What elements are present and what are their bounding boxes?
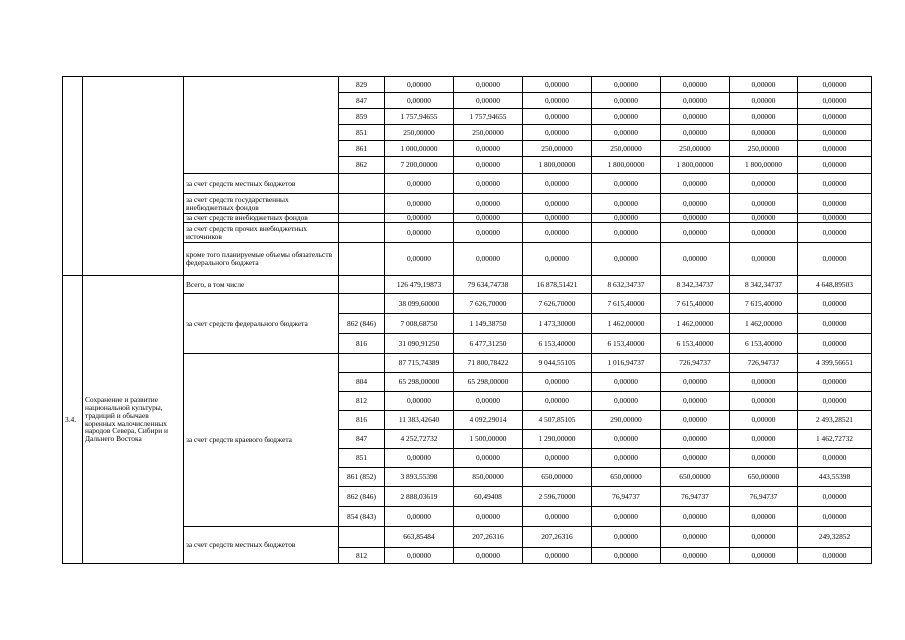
value-cell: 0,00000 xyxy=(661,449,730,468)
value-cell: 0,00000 xyxy=(661,109,730,125)
value-cell: 0,00000 xyxy=(730,93,798,109)
code-cell xyxy=(339,527,385,548)
budget-table xyxy=(62,76,872,564)
value-cell: 0,00000 xyxy=(730,411,798,430)
prev-number-cell xyxy=(63,77,83,276)
code-cell: 851 xyxy=(339,449,385,468)
value-cell: 6 153,40000 xyxy=(592,334,661,354)
source-label: Всего, в том числе xyxy=(184,276,339,294)
value-cell: 0,00000 xyxy=(730,527,798,548)
code-cell: 862 xyxy=(339,157,385,174)
value-cell: 0,00000 xyxy=(730,507,798,527)
code-cell: 812 xyxy=(339,392,385,411)
value-cell: 0,00000 xyxy=(730,430,798,449)
source-label: за счет средств местных бюджетов xyxy=(184,174,339,194)
value-cell: 0,00000 xyxy=(385,548,454,564)
code-cell: 804 xyxy=(339,373,385,392)
value-cell: 2 596,70000 xyxy=(523,487,592,507)
budget-table-body xyxy=(63,77,872,564)
value-cell: 250,00000 xyxy=(592,141,661,157)
value-cell: 71 800,78422 xyxy=(454,354,523,373)
value-cell: 7 626,70000 xyxy=(523,294,592,314)
value-cell: 2 493,28521 xyxy=(798,411,872,430)
value-cell: 0,00000 xyxy=(798,487,872,507)
value-cell: 207,26316 xyxy=(523,527,592,548)
value-cell: 1 800,00000 xyxy=(730,157,798,174)
value-cell: 0,00000 xyxy=(798,548,872,564)
value-cell: 0,00000 xyxy=(385,214,454,223)
value-cell: 1 473,30000 xyxy=(523,314,592,334)
value-cell: 0,00000 xyxy=(798,334,872,354)
value-cell: 0,00000 xyxy=(592,194,661,214)
value-cell: 9 044,55105 xyxy=(523,354,592,373)
value-cell: 0,00000 xyxy=(523,93,592,109)
table-row xyxy=(63,243,872,276)
value-cell: 76,94737 xyxy=(592,487,661,507)
value-cell: 0,00000 xyxy=(798,141,872,157)
value-cell: 0,00000 xyxy=(798,109,872,125)
value-cell: 0,00000 xyxy=(661,214,730,223)
value-cell: 0,00000 xyxy=(454,141,523,157)
table-row xyxy=(63,174,872,194)
value-cell: 250,00000 xyxy=(385,125,454,141)
value-cell: 0,00000 xyxy=(798,77,872,93)
value-cell: 60,49408 xyxy=(454,487,523,507)
value-cell: 0,00000 xyxy=(385,449,454,468)
value-cell: 1 000,00000 xyxy=(385,141,454,157)
value-cell: 0,00000 xyxy=(523,214,592,223)
value-cell: 2 888,03619 xyxy=(385,487,454,507)
value-cell: 0,00000 xyxy=(661,548,730,564)
value-cell: 0,00000 xyxy=(730,392,798,411)
code-cell: 861 (852) xyxy=(339,468,385,487)
value-cell: 0,00000 xyxy=(454,392,523,411)
value-cell: 0,00000 xyxy=(798,507,872,527)
value-cell: 0,00000 xyxy=(730,449,798,468)
value-cell: 3 893,55398 xyxy=(385,468,454,487)
value-cell: 0,00000 xyxy=(592,449,661,468)
value-cell: 6 153,40000 xyxy=(523,334,592,354)
value-cell: 0,00000 xyxy=(523,109,592,125)
value-cell: 0,00000 xyxy=(661,430,730,449)
value-cell: 0,00000 xyxy=(730,243,798,276)
code-cell xyxy=(339,276,385,294)
value-cell: 0,00000 xyxy=(592,392,661,411)
value-cell: 7 615,40000 xyxy=(592,294,661,314)
code-cell xyxy=(339,214,385,223)
value-cell: 0,00000 xyxy=(454,548,523,564)
value-cell: 1 462,00000 xyxy=(661,314,730,334)
value-cell: 650,00000 xyxy=(661,468,730,487)
value-cell: 7 615,40000 xyxy=(661,294,730,314)
value-cell: 6 477,31250 xyxy=(454,334,523,354)
code-cell: 862 (846) xyxy=(339,314,385,334)
code-cell xyxy=(339,223,385,243)
value-cell: 249,32852 xyxy=(798,527,872,548)
value-cell: 0,00000 xyxy=(523,77,592,93)
value-cell: 0,00000 xyxy=(592,430,661,449)
value-cell: 0,00000 xyxy=(454,93,523,109)
value-cell: 0,00000 xyxy=(798,449,872,468)
value-cell: 0,00000 xyxy=(730,109,798,125)
code-cell: 862 (846) xyxy=(339,487,385,507)
value-cell: 0,00000 xyxy=(385,77,454,93)
value-cell: 0,00000 xyxy=(592,243,661,276)
value-cell: 0,00000 xyxy=(523,194,592,214)
value-cell: 6 153,40000 xyxy=(730,334,798,354)
value-cell: 0,00000 xyxy=(730,223,798,243)
code-cell: 847 xyxy=(339,430,385,449)
value-cell: 1 462,72732 xyxy=(798,430,872,449)
value-cell: 1 290,00000 xyxy=(523,430,592,449)
value-cell: 1 462,00000 xyxy=(730,314,798,334)
value-cell: 0,00000 xyxy=(798,214,872,223)
prev-source-cell xyxy=(184,77,339,174)
value-cell: 0,00000 xyxy=(661,77,730,93)
source-label: за счет средств прочих внебюджетных источников xyxy=(184,223,339,243)
value-cell: 31 090,91250 xyxy=(385,334,454,354)
value-cell: 1 016,94737 xyxy=(592,354,661,373)
table-row xyxy=(63,276,872,294)
value-cell: 0,00000 xyxy=(523,548,592,564)
code-cell: 861 xyxy=(339,141,385,157)
value-cell: 7 615,40000 xyxy=(730,294,798,314)
code-cell xyxy=(339,194,385,214)
value-cell: 8 342,34737 xyxy=(661,276,730,294)
value-cell: 0,00000 xyxy=(661,373,730,392)
source-label: кроме того планируемые объемы обязательств федерального бюджета xyxy=(184,243,339,276)
value-cell: 1 757,94655 xyxy=(454,109,523,125)
value-cell: 0,00000 xyxy=(385,93,454,109)
value-cell: 0,00000 xyxy=(661,527,730,548)
value-cell: 0,00000 xyxy=(798,174,872,194)
value-cell: 250,00000 xyxy=(454,125,523,141)
value-cell: 0,00000 xyxy=(592,214,661,223)
value-cell: 650,00000 xyxy=(523,468,592,487)
value-cell: 4 648,89503 xyxy=(798,276,872,294)
value-cell: 0,00000 xyxy=(730,548,798,564)
value-cell: 4 399,56651 xyxy=(798,354,872,373)
value-cell: 0,00000 xyxy=(798,392,872,411)
value-cell: 1 149,38750 xyxy=(454,314,523,334)
value-cell: 4 252,72732 xyxy=(385,430,454,449)
value-cell: 65 298,00000 xyxy=(385,373,454,392)
value-cell: 0,00000 xyxy=(798,243,872,276)
value-cell: 4 507,85105 xyxy=(523,411,592,430)
value-cell: 0,00000 xyxy=(523,392,592,411)
value-cell: 207,26316 xyxy=(454,527,523,548)
value-cell: 76,94737 xyxy=(661,487,730,507)
value-cell: 0,00000 xyxy=(730,194,798,214)
prev-name-cell xyxy=(83,77,184,276)
value-cell: 0,00000 xyxy=(661,392,730,411)
value-cell: 443,55398 xyxy=(798,468,872,487)
table-row xyxy=(63,354,872,373)
value-cell: 0,00000 xyxy=(385,507,454,527)
value-cell: 0,00000 xyxy=(730,373,798,392)
value-cell: 0,00000 xyxy=(730,174,798,194)
value-cell: 0,00000 xyxy=(454,449,523,468)
value-cell: 0,00000 xyxy=(592,507,661,527)
value-cell: 0,00000 xyxy=(592,373,661,392)
value-cell: 0,00000 xyxy=(523,507,592,527)
table-row xyxy=(63,77,872,93)
value-cell: 11 383,42640 xyxy=(385,411,454,430)
value-cell: 0,00000 xyxy=(592,223,661,243)
value-cell: 650,00000 xyxy=(592,468,661,487)
value-cell: 0,00000 xyxy=(385,223,454,243)
value-cell: 0,00000 xyxy=(592,125,661,141)
value-cell: 250,00000 xyxy=(523,141,592,157)
value-cell: 0,00000 xyxy=(661,174,730,194)
value-cell: 0,00000 xyxy=(385,392,454,411)
code-cell: 829 xyxy=(339,77,385,93)
value-cell: 0,00000 xyxy=(592,109,661,125)
value-cell: 0,00000 xyxy=(523,174,592,194)
value-cell: 0,00000 xyxy=(454,507,523,527)
value-cell: 0,00000 xyxy=(523,125,592,141)
value-cell: 1 800,00000 xyxy=(661,157,730,174)
value-cell: 65 298,00000 xyxy=(454,373,523,392)
code-cell xyxy=(339,354,385,373)
value-cell: 1 462,00000 xyxy=(592,314,661,334)
value-cell: 850,00000 xyxy=(454,468,523,487)
value-cell: 0,00000 xyxy=(592,93,661,109)
source-label: за счет средств краевого бюджета xyxy=(184,354,339,527)
value-cell: 126 479,19873 xyxy=(385,276,454,294)
value-cell: 0,00000 xyxy=(592,527,661,548)
code-cell: 854 (843) xyxy=(339,507,385,527)
section-number: 3.4. xyxy=(63,276,83,564)
value-cell: 0,00000 xyxy=(661,411,730,430)
code-cell xyxy=(339,243,385,276)
value-cell: 87 715,74389 xyxy=(385,354,454,373)
value-cell: 7 200,00000 xyxy=(385,157,454,174)
code-cell: 816 xyxy=(339,411,385,430)
value-cell: 0,00000 xyxy=(798,93,872,109)
value-cell: 0,00000 xyxy=(661,194,730,214)
value-cell: 0,00000 xyxy=(798,194,872,214)
code-cell xyxy=(339,174,385,194)
value-cell: 0,00000 xyxy=(661,507,730,527)
value-cell: 0,00000 xyxy=(454,223,523,243)
value-cell: 0,00000 xyxy=(798,294,872,314)
value-cell: 0,00000 xyxy=(730,77,798,93)
source-label: за счет средств местных бюджетов xyxy=(184,527,339,564)
source-label: за счет средств внебюджетных фондов xyxy=(184,214,339,223)
value-cell: 1 500,00000 xyxy=(454,430,523,449)
value-cell: 1 800,00000 xyxy=(592,157,661,174)
value-cell: 8 632,34737 xyxy=(592,276,661,294)
value-cell: 0,00000 xyxy=(385,174,454,194)
value-cell: 0,00000 xyxy=(798,373,872,392)
value-cell: 0,00000 xyxy=(454,174,523,194)
code-cell xyxy=(339,294,385,314)
value-cell: 0,00000 xyxy=(592,174,661,194)
value-cell: 0,00000 xyxy=(661,125,730,141)
value-cell: 663,85484 xyxy=(385,527,454,548)
value-cell: 38 099,60000 xyxy=(385,294,454,314)
code-cell: 847 xyxy=(339,93,385,109)
value-cell: 0,00000 xyxy=(385,243,454,276)
code-cell: 851 xyxy=(339,125,385,141)
code-cell: 816 xyxy=(339,334,385,354)
value-cell: 0,00000 xyxy=(523,449,592,468)
value-cell: 0,00000 xyxy=(798,314,872,334)
value-cell: 726,94737 xyxy=(730,354,798,373)
value-cell: 79 634,74738 xyxy=(454,276,523,294)
value-cell: 8 342,34737 xyxy=(730,276,798,294)
value-cell: 650,00000 xyxy=(730,468,798,487)
value-cell: 0,00000 xyxy=(454,243,523,276)
value-cell: 0,00000 xyxy=(798,223,872,243)
value-cell: 0,00000 xyxy=(661,223,730,243)
value-cell: 7 008,68750 xyxy=(385,314,454,334)
table-row xyxy=(63,527,872,548)
value-cell: 7 626,70000 xyxy=(454,294,523,314)
value-cell: 1 800,00000 xyxy=(523,157,592,174)
value-cell: 0,00000 xyxy=(523,243,592,276)
value-cell: 0,00000 xyxy=(661,93,730,109)
value-cell: 0,00000 xyxy=(798,157,872,174)
value-cell: 0,00000 xyxy=(661,243,730,276)
value-cell: 0,00000 xyxy=(592,77,661,93)
source-label: за счет средств федерального бюджета xyxy=(184,294,339,354)
value-cell: 76,94737 xyxy=(730,487,798,507)
source-label: за счет средств государственных внебюджетных фондов xyxy=(184,194,339,214)
value-cell: 290,00000 xyxy=(592,411,661,430)
value-cell: 0,00000 xyxy=(523,373,592,392)
value-cell: 0,00000 xyxy=(730,125,798,141)
value-cell: 6 153,40000 xyxy=(661,334,730,354)
value-cell: 0,00000 xyxy=(730,214,798,223)
value-cell: 250,00000 xyxy=(661,141,730,157)
value-cell: 0,00000 xyxy=(798,125,872,141)
value-cell: 4 092,29014 xyxy=(454,411,523,430)
table-row xyxy=(63,214,872,223)
table-row xyxy=(63,223,872,243)
value-cell: 0,00000 xyxy=(592,548,661,564)
code-cell: 859 xyxy=(339,109,385,125)
value-cell: 0,00000 xyxy=(454,157,523,174)
value-cell: 250,00000 xyxy=(730,141,798,157)
table-row xyxy=(63,294,872,314)
value-cell: 0,00000 xyxy=(385,194,454,214)
section-name: Сохранение и развитие национальной культуры, традиций и обычаев коренных малочисленных народов Севера, Сибири и Дальнего Востока xyxy=(83,276,184,564)
table-row xyxy=(63,194,872,214)
value-cell: 16 878,51421 xyxy=(523,276,592,294)
code-cell: 812 xyxy=(339,548,385,564)
value-cell: 0,00000 xyxy=(454,214,523,223)
value-cell: 0,00000 xyxy=(523,223,592,243)
value-cell: 726,94737 xyxy=(661,354,730,373)
value-cell: 0,00000 xyxy=(454,77,523,93)
value-cell: 0,00000 xyxy=(454,194,523,214)
value-cell: 1 757,94655 xyxy=(385,109,454,125)
